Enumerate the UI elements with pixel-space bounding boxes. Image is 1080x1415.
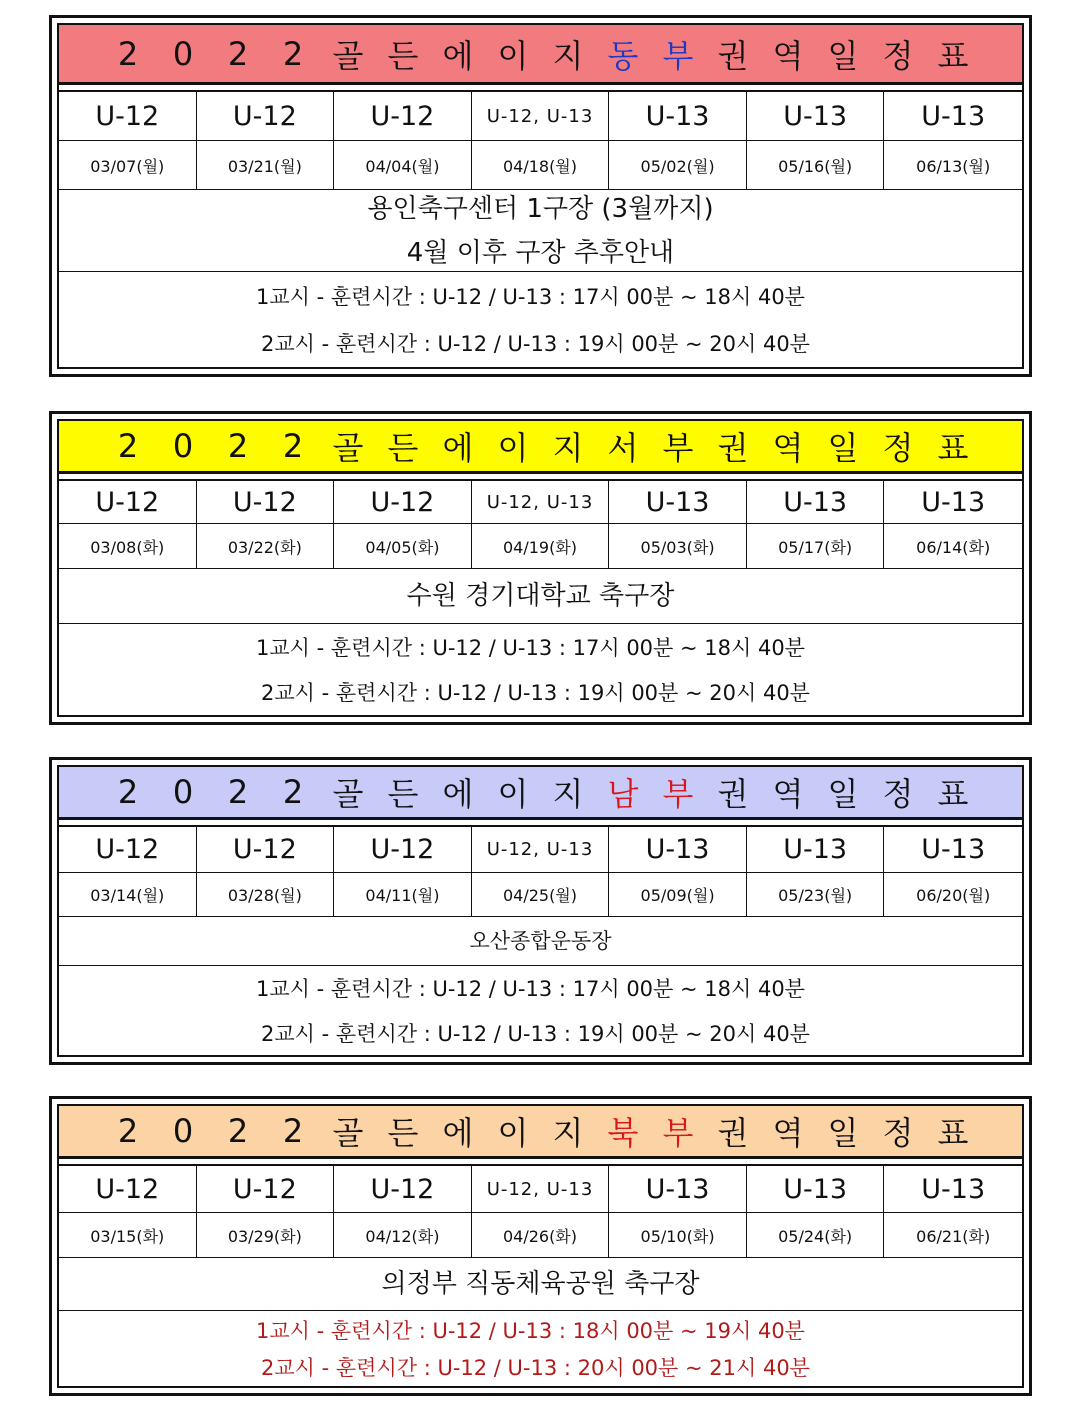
date-cell: 03/08(화) bbox=[59, 524, 197, 569]
schedule-grid bbox=[59, 92, 1022, 190]
date-cell: 06/14(화) bbox=[884, 524, 1022, 569]
age-cell: U-12 bbox=[334, 1166, 472, 1213]
region-label: 북 bbox=[607, 1114, 639, 1152]
schedule-grid bbox=[59, 1166, 1022, 1258]
venue bbox=[59, 917, 1022, 966]
region-label: 부 bbox=[662, 36, 694, 75]
date-cell: 05/03(화) bbox=[609, 524, 747, 569]
venue-line: 용인축구센터 1구장 (3월까지) bbox=[367, 193, 714, 224]
date-cell: 04/18(월) bbox=[472, 141, 610, 190]
date-cell: 05/02(월) bbox=[609, 141, 747, 190]
venue bbox=[59, 190, 1022, 272]
date-cell: 04/04(월) bbox=[334, 141, 472, 190]
venue-line: 의정부 직동체육공원 축구장 bbox=[381, 1269, 700, 1299]
age-cell: U-13 bbox=[747, 1166, 885, 1213]
divider bbox=[59, 820, 1022, 827]
schedule-title: 2 0 2 2 골 든 에 이 지 서 부 권 역 일 정 표 bbox=[59, 421, 1022, 474]
region-label: 부 bbox=[662, 775, 694, 813]
region-label: 부 bbox=[662, 1114, 694, 1152]
session-2-time: 2교시 - 훈련시간 : U-12 / U-13 : 19시 00분 ~ 20시 40분 bbox=[261, 681, 810, 706]
age-cell: U-12 bbox=[197, 481, 335, 524]
date-cell: 03/22(화) bbox=[197, 524, 335, 569]
training-times bbox=[59, 966, 1022, 1055]
date-cell: 04/12(화) bbox=[334, 1213, 472, 1258]
session-2-time: 2교시 - 훈련시간 : U-12 / U-13 : 19시 00분 ~ 20시 40분 bbox=[261, 332, 810, 357]
date-cell: 03/07(월) bbox=[59, 141, 197, 190]
session-1-time: 1교시 - 훈련시간 : U-12 / U-13 : 17시 00분 ~ 18시 40분 bbox=[256, 977, 805, 1002]
date-cell: 03/21(월) bbox=[197, 141, 335, 190]
date-cell: 04/19(화) bbox=[472, 524, 610, 569]
date-cell: 05/09(월) bbox=[609, 873, 747, 917]
venue-line: 오산종합운동장 bbox=[469, 929, 612, 953]
date-cell: 05/10(화) bbox=[609, 1213, 747, 1258]
age-cell: U-12 bbox=[334, 92, 472, 141]
age-cell: U-12, U-13 bbox=[472, 827, 610, 873]
schedule-south bbox=[49, 757, 1032, 1065]
session-2-time: 2교시 - 훈련시간 : U-12 / U-13 : 19시 00분 ~ 20시 40분 bbox=[261, 1021, 810, 1046]
age-cell: U-12 bbox=[59, 1166, 197, 1213]
date-cell: 03/28(월) bbox=[197, 873, 335, 917]
region-label: 남 bbox=[607, 775, 639, 813]
date-cell: 06/20(월) bbox=[884, 873, 1022, 917]
date-cell: 04/05(화) bbox=[334, 524, 472, 569]
age-cell: U-12 bbox=[197, 827, 335, 873]
age-cell: U-12 bbox=[59, 92, 197, 141]
age-cell: U-12 bbox=[59, 827, 197, 873]
age-cell: U-13 bbox=[884, 92, 1022, 141]
date-cell: 04/11(월) bbox=[334, 873, 472, 917]
age-cell: U-12 bbox=[197, 1166, 335, 1213]
venue-line: 4월 이후 구장 추후안내 bbox=[406, 237, 675, 268]
age-cell: U-13 bbox=[747, 481, 885, 524]
schedule-north bbox=[49, 1096, 1032, 1396]
venue-line: 수원 경기대학교 축구장 bbox=[406, 581, 675, 611]
date-cell: 05/24(화) bbox=[747, 1213, 885, 1258]
region-label: 동 bbox=[607, 36, 639, 75]
divider bbox=[59, 85, 1022, 92]
training-times bbox=[59, 1311, 1022, 1386]
date-cell: 03/29(화) bbox=[197, 1213, 335, 1258]
age-cell: U-13 bbox=[747, 827, 885, 873]
schedule-title: 2 0 2 2 골 든 에 이 지 북 부 권 역 일 정 표 bbox=[59, 1106, 1022, 1159]
age-cell: U-12 bbox=[59, 481, 197, 524]
session-1-time: 1교시 - 훈련시간 : U-12 / U-13 : 17시 00분 ~ 18시 40분 bbox=[256, 635, 805, 660]
date-cell: 05/16(월) bbox=[747, 141, 885, 190]
session-1-time: 1교시 - 훈련시간 : U-12 / U-13 : 17시 00분 ~ 18시 40분 bbox=[256, 284, 805, 309]
age-cell: U-12, U-13 bbox=[472, 92, 610, 141]
date-cell: 06/13(월) bbox=[884, 141, 1022, 190]
date-cell: 04/26(화) bbox=[472, 1213, 610, 1258]
age-cell: U-13 bbox=[884, 827, 1022, 873]
age-cell: U-13 bbox=[884, 481, 1022, 524]
date-cell: 06/21(화) bbox=[884, 1213, 1022, 1258]
age-cell: U-13 bbox=[609, 92, 747, 141]
schedule-title: 2 0 2 2 골 든 에 이 지 남 부 권 역 일 정 표 bbox=[59, 767, 1022, 820]
date-cell: 04/25(월) bbox=[472, 873, 610, 917]
date-cell: 03/15(화) bbox=[59, 1213, 197, 1258]
schedule-east bbox=[49, 15, 1032, 377]
venue bbox=[59, 1258, 1022, 1311]
age-cell: U-12 bbox=[334, 481, 472, 524]
region-label: 서 bbox=[607, 429, 639, 467]
schedule-grid bbox=[59, 827, 1022, 917]
age-cell: U-13 bbox=[609, 481, 747, 524]
divider bbox=[59, 474, 1022, 481]
date-cell: 03/14(월) bbox=[59, 873, 197, 917]
schedule-title: 2 0 2 2 골 든 에 이 지 동 부 권 역 일 정 표 bbox=[59, 25, 1022, 85]
age-cell: U-13 bbox=[884, 1166, 1022, 1213]
age-cell: U-13 bbox=[747, 92, 885, 141]
age-cell: U-13 bbox=[609, 827, 747, 873]
date-cell: 05/23(월) bbox=[747, 873, 885, 917]
region-label: 부 bbox=[662, 429, 694, 467]
age-cell: U-13 bbox=[609, 1166, 747, 1213]
session-2-time: 2교시 - 훈련시간 : U-12 / U-13 : 20시 00분 ~ 21시 40분 bbox=[261, 1356, 810, 1381]
schedule-west bbox=[49, 411, 1032, 725]
date-cell: 05/17(화) bbox=[747, 524, 885, 569]
schedule-grid bbox=[59, 481, 1022, 569]
session-1-time: 1교시 - 훈련시간 : U-12 / U-13 : 18시 00분 ~ 19시 40분 bbox=[256, 1318, 805, 1343]
training-times bbox=[59, 272, 1022, 367]
venue bbox=[59, 569, 1022, 624]
age-cell: U-12, U-13 bbox=[472, 481, 610, 524]
divider bbox=[59, 1159, 1022, 1166]
age-cell: U-12 bbox=[197, 92, 335, 141]
training-times bbox=[59, 624, 1022, 715]
age-cell: U-12, U-13 bbox=[472, 1166, 610, 1213]
age-cell: U-12 bbox=[334, 827, 472, 873]
